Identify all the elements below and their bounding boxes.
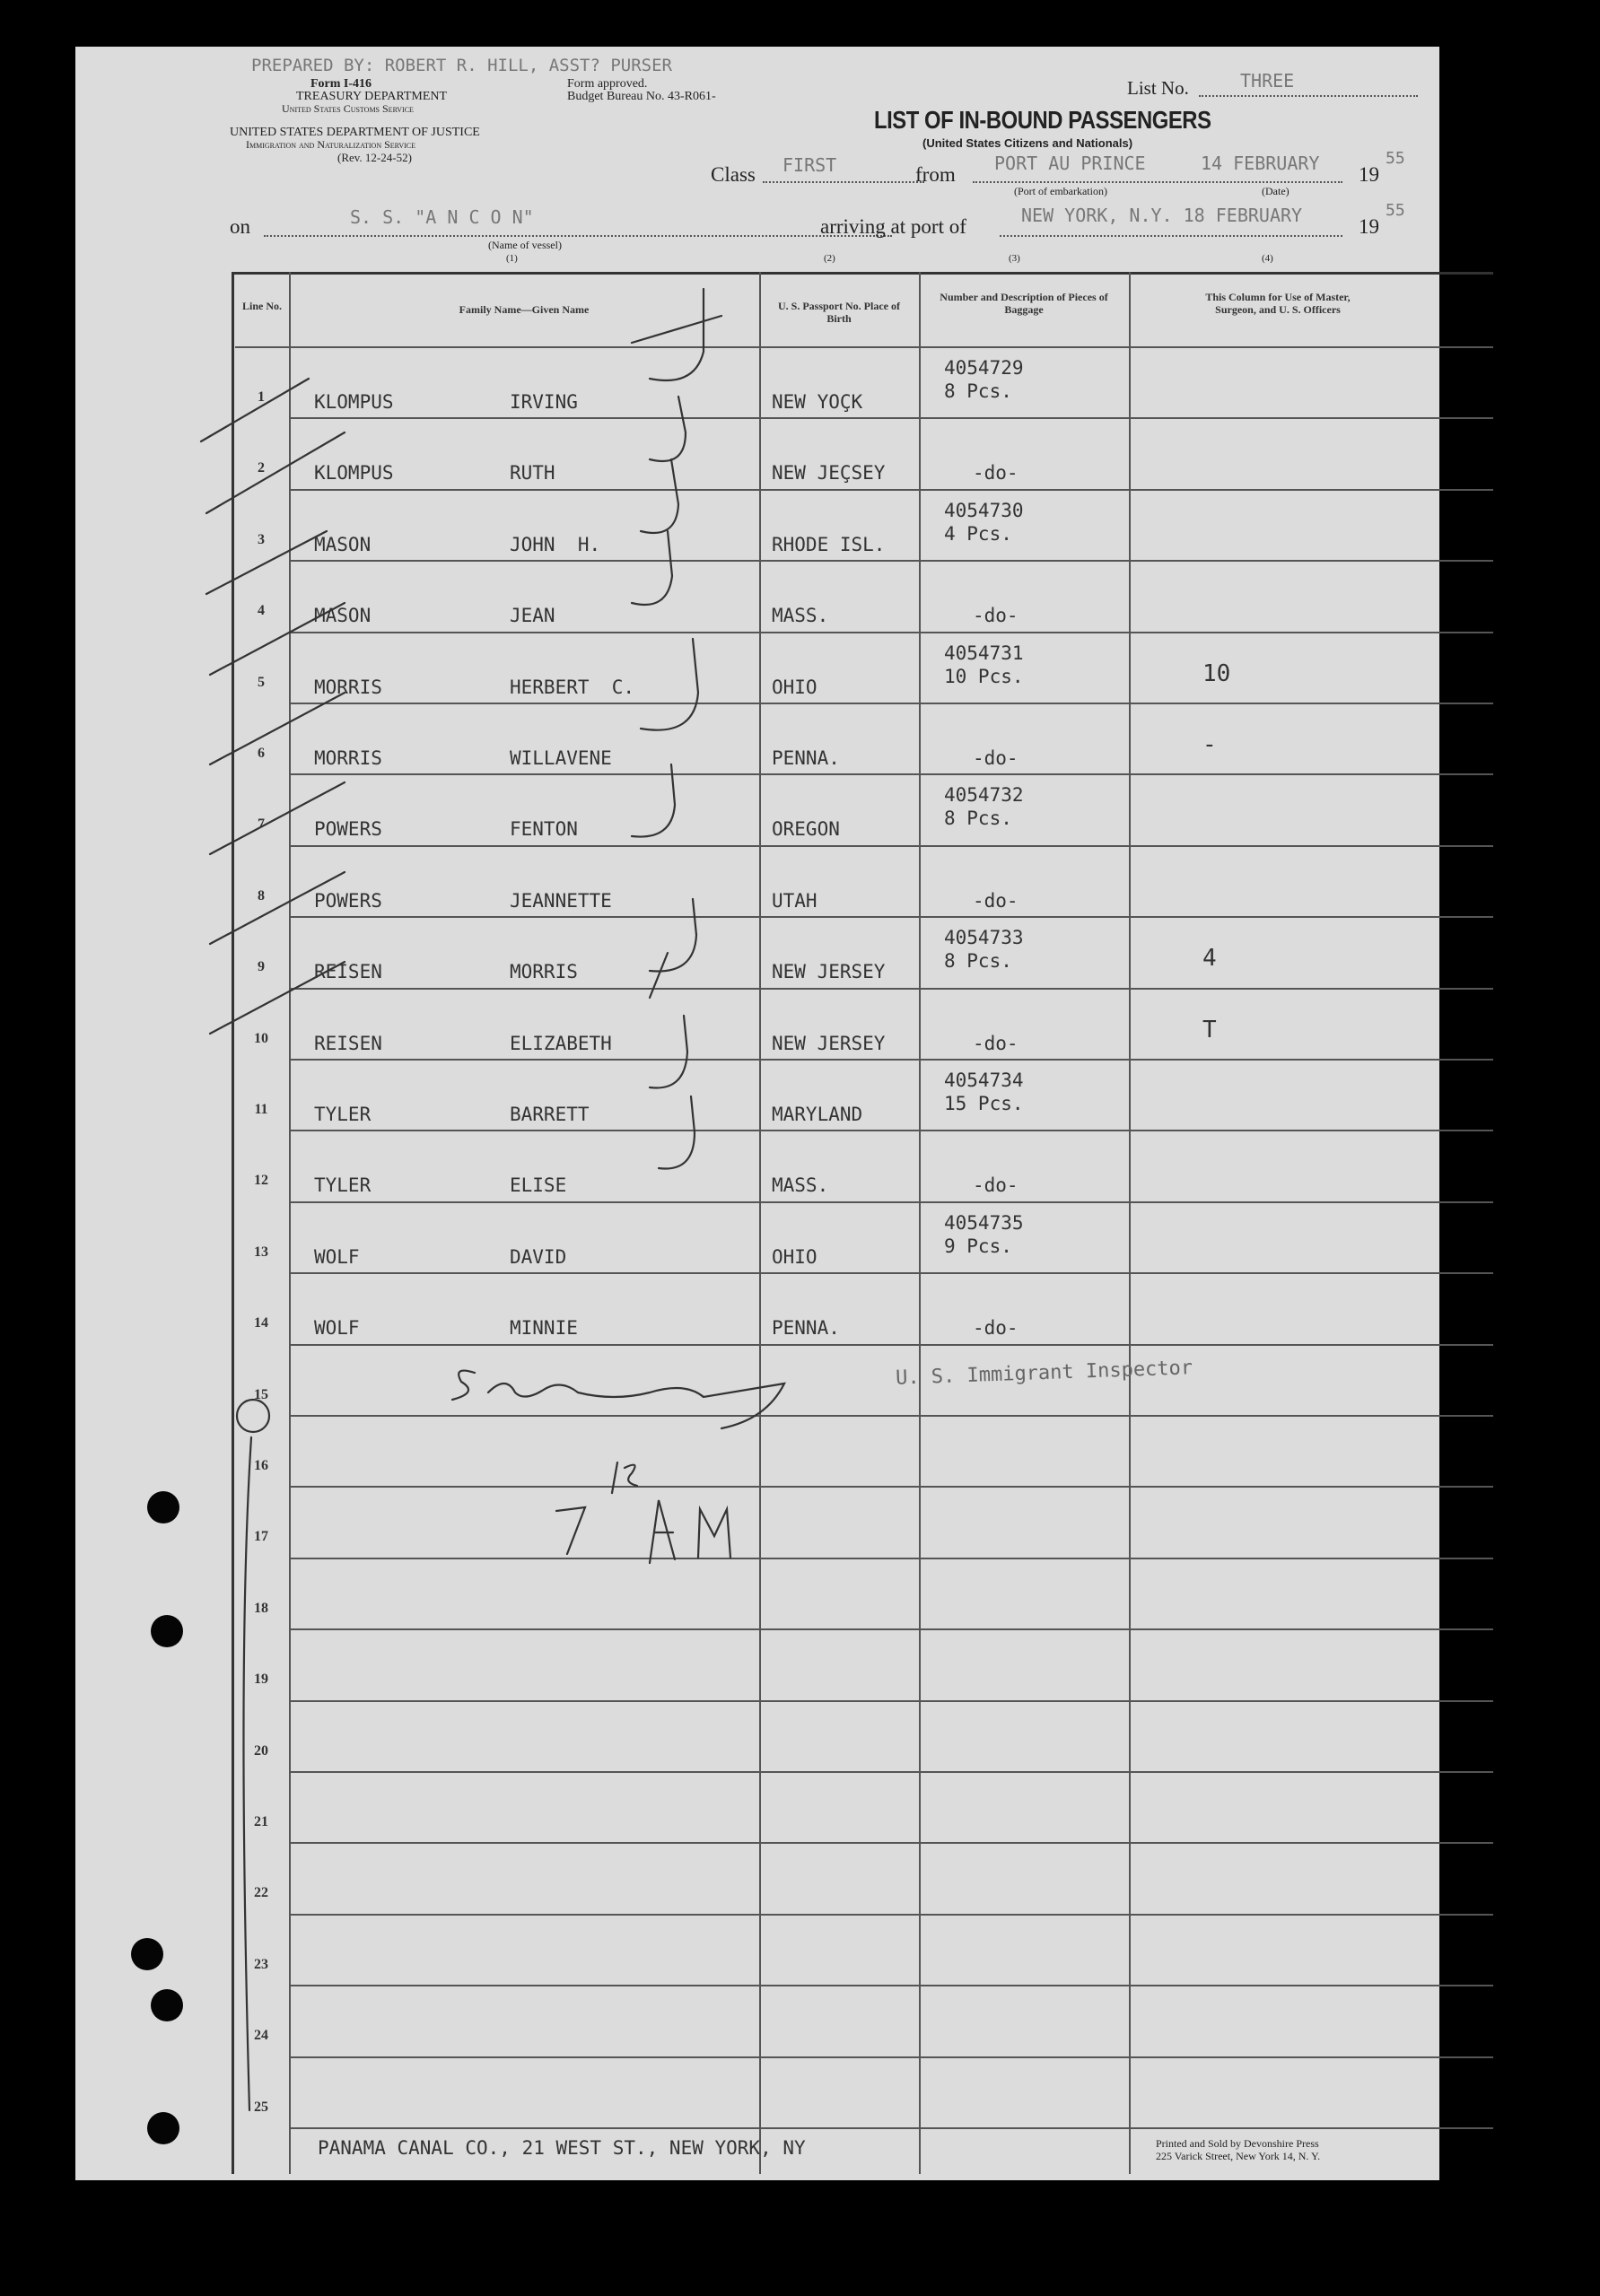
from-label: from — [915, 163, 956, 186]
immigration-service: Immigration and Naturalization Service — [246, 138, 416, 151]
line-number: 9 — [258, 959, 265, 974]
budget-bureau: Budget Bureau No. 43-R061- — [567, 90, 716, 103]
given-name: JOHN H. — [510, 534, 601, 555]
header-officers: This Column for Use of Master, Surgeon, and U. S. Officers — [1205, 291, 1351, 316]
place-of-birth: OHIO — [772, 677, 817, 698]
given-name: JEAN — [510, 605, 555, 626]
place-of-birth: PENNA. — [772, 747, 840, 769]
place-of-birth: NEW JEÇSEY — [772, 462, 886, 484]
line-number: 7 — [258, 816, 265, 832]
line-number: 11 — [254, 1102, 268, 1117]
departure-year: 55 — [1386, 149, 1405, 168]
baggage-ticket: 4054730 — [944, 500, 1024, 521]
printer-line-1: Printed and Sold by Devonshire Press — [1156, 2137, 1319, 2150]
given-name: DAVID — [510, 1246, 567, 1268]
baggage-ticket: 4054731 — [944, 642, 1024, 664]
baggage-ticket: 4054735 — [944, 1212, 1024, 1234]
form-title: LIST OF IN-BOUND PASSENGERS — [874, 106, 1211, 134]
punch-hole — [147, 2112, 179, 2144]
line-number: 18 — [254, 1601, 268, 1616]
baggage-pieces: -do- — [973, 890, 1019, 912]
row-rule — [289, 2127, 1493, 2129]
handwriting-marks — [75, 47, 1439, 2180]
row-rule — [289, 1272, 1493, 1274]
row-rule — [289, 489, 1493, 491]
row-rule — [289, 2056, 1493, 2058]
given-name: RUTH — [510, 462, 555, 484]
row-rule — [289, 560, 1493, 562]
officer-mark: T — [1202, 1017, 1217, 1043]
row-rule — [289, 1130, 1493, 1131]
officer-mark: 4 — [1202, 945, 1217, 972]
column-marker-3: (3) — [1009, 253, 1020, 264]
line-number: 3 — [258, 532, 265, 547]
port-of-embarkation: PORT AU PRINCE — [994, 153, 1146, 174]
baggage-ticket: 4054734 — [944, 1069, 1024, 1091]
given-name: ELISE — [510, 1174, 567, 1196]
row-rule — [289, 845, 1493, 847]
line-number: 21 — [254, 1814, 268, 1829]
given-name: JEANNETTE — [510, 890, 612, 912]
row-rule — [289, 1914, 1493, 1916]
line-number: 5 — [258, 675, 265, 690]
line-number: 8 — [258, 888, 265, 904]
baggage-pieces: 8 Pcs. — [944, 950, 1012, 972]
column-marker-2: (2) — [824, 253, 835, 264]
place-of-birth: PENNA. — [772, 1317, 840, 1339]
baggage-ticket: 4054733 — [944, 927, 1024, 948]
header-name: Family Name—Given Name — [459, 303, 590, 316]
family-name: WOLF — [314, 1317, 360, 1339]
row-rule — [289, 1985, 1493, 1986]
family-name: TYLER — [314, 1104, 372, 1125]
row-rule — [289, 1700, 1493, 1702]
inspector-stamp: U. S. Immigrant Inspector — [895, 1357, 1193, 1390]
family-name: POWERS — [314, 818, 382, 840]
treasury-department: TREASURY DEPARTMENT — [296, 90, 448, 103]
prepared-by: PREPARED BY: ROBERT R. HILL, ASST? PURSER — [251, 56, 672, 75]
manifest-page — [75, 47, 1439, 2180]
baggage-pieces: -do- — [973, 1033, 1019, 1054]
row-rule — [289, 1415, 1493, 1417]
form-subtitle: (United States Citizens and Nationals) — [922, 136, 1133, 150]
row-rule — [289, 916, 1493, 918]
given-name: ELIZABETH — [510, 1033, 612, 1054]
line-number: 10 — [254, 1031, 268, 1046]
row-rule — [289, 632, 1493, 633]
line-number: 6 — [258, 746, 265, 761]
baggage-pieces: 8 Pcs. — [944, 808, 1012, 829]
header-baggage: Number and Description of Pieces of Baggage — [940, 291, 1108, 316]
baggage-pieces: -do- — [973, 1317, 1019, 1339]
family-name: KLOMPUS — [314, 462, 394, 484]
line-number: 12 — [254, 1173, 268, 1188]
family-name: MASON — [314, 605, 372, 626]
arriving-label: arriving at port of — [820, 215, 966, 238]
footer-company: PANAMA CANAL CO., 21 WEST ST., NEW YORK, NY — [318, 2137, 806, 2159]
given-name: FENTON — [510, 818, 578, 840]
line-number: 20 — [254, 1743, 268, 1759]
family-name: MORRIS — [314, 747, 382, 769]
line-number: 15 — [254, 1387, 268, 1402]
baggage-ticket: 4054729 — [944, 357, 1024, 379]
class-label: Class — [711, 163, 756, 186]
family-name: TYLER — [314, 1174, 372, 1196]
row-rule — [289, 988, 1493, 990]
form-revision: (Rev. 12-24-52) — [337, 151, 412, 164]
baggage-pieces: 10 Pcs. — [944, 666, 1024, 687]
place-of-birth: OHIO — [772, 1246, 817, 1268]
vessel-name: S. S. "A N C O N" — [350, 206, 534, 228]
family-name: KLOMPUS — [314, 391, 394, 413]
printer-line-2: 225 Varick Street, New York 14, N. Y. — [1156, 2150, 1321, 2162]
customs-service: United States Customs Service — [282, 102, 414, 115]
baggage-pieces: 9 Pcs. — [944, 1235, 1012, 1257]
baggage-pieces: -do- — [973, 605, 1019, 626]
row-rule — [289, 1842, 1493, 1844]
place-of-birth: MASS. — [772, 605, 829, 626]
row-rule — [289, 417, 1493, 419]
department-of-justice: UNITED STATES DEPARTMENT OF JUSTICE — [230, 126, 480, 139]
line-number: 17 — [254, 1529, 268, 1544]
row-rule — [289, 1344, 1493, 1346]
on-label: on — [230, 215, 250, 238]
list-no-value: THREE — [1240, 70, 1295, 92]
line-number: 1 — [258, 389, 265, 405]
baggage-ticket: 4054732 — [944, 784, 1024, 806]
place-of-birth: MARYLAND — [772, 1104, 863, 1125]
baggage-pieces: -do- — [973, 462, 1019, 484]
baggage-pieces: -do- — [973, 1174, 1019, 1196]
year-prefix-2: 19 — [1359, 215, 1379, 238]
row-rule — [289, 1201, 1493, 1203]
date-caption: (Date) — [1262, 185, 1290, 197]
row-rule — [289, 1558, 1493, 1559]
given-name: WILLAVENE — [510, 747, 612, 769]
given-name: IRVING — [510, 391, 578, 413]
line-number: 23 — [254, 1957, 268, 1972]
row-rule — [289, 1771, 1493, 1773]
line-number: 25 — [254, 2100, 268, 2115]
baggage-pieces: 8 Pcs. — [944, 380, 1012, 402]
line-number: 24 — [254, 2028, 268, 2043]
baggage-pieces: 15 Pcs. — [944, 1093, 1024, 1114]
place-of-birth: NEW JERSEY — [772, 1033, 886, 1054]
punch-hole — [151, 1989, 183, 2021]
family-name: WOLF — [314, 1246, 360, 1268]
baggage-pieces: -do- — [973, 747, 1019, 769]
officer-mark: 10 — [1202, 660, 1231, 687]
arrival-year: 55 — [1386, 201, 1405, 220]
line-number: 14 — [254, 1315, 268, 1331]
form-number: Form I-416 — [310, 77, 372, 91]
given-name: HERBERT C. — [510, 677, 635, 698]
baggage-pieces: 4 Pcs. — [944, 523, 1012, 545]
port-caption: (Port of embarkation) — [1014, 185, 1107, 197]
arrival-port-date: NEW YORK, N.Y. 18 FEBRUARY — [1021, 205, 1303, 226]
place-of-birth: RHODE ISL. — [772, 534, 886, 555]
family-name: MASON — [314, 534, 372, 555]
family-name: REISEN — [314, 961, 382, 982]
family-name: REISEN — [314, 1033, 382, 1054]
line-number: 2 — [258, 460, 265, 476]
place-of-birth: NEW JERSEY — [772, 961, 886, 982]
column-marker-4: (4) — [1262, 253, 1273, 264]
year-prefix: 19 — [1359, 163, 1379, 186]
class-value: FIRST — [783, 154, 837, 176]
line-number: 19 — [254, 1672, 268, 1687]
line-number: 16 — [254, 1458, 268, 1473]
punch-hole — [131, 1938, 163, 1970]
table-border-left — [232, 272, 234, 2174]
row-rule — [289, 1628, 1493, 1630]
line-number: 4 — [258, 603, 265, 618]
officer-mark: - — [1202, 731, 1217, 758]
place-of-birth: MASS. — [772, 1174, 829, 1196]
family-name: POWERS — [314, 890, 382, 912]
departure-date: 14 FEBRUARY — [1201, 153, 1320, 174]
place-of-birth: NEW YOÇK — [772, 391, 863, 413]
line-number: 13 — [254, 1244, 268, 1260]
form-approved: Form approved. — [567, 77, 648, 91]
header-line-no: Line No. — [242, 300, 283, 312]
place-of-birth: UTAH — [772, 890, 817, 912]
row-rule — [289, 773, 1493, 775]
given-name: BARRETT — [510, 1104, 590, 1125]
row-rule — [289, 1486, 1493, 1488]
header-passport: U. S. Passport No. Place of Birth — [778, 300, 900, 325]
list-no-label: List No. — [1127, 77, 1189, 99]
column-marker-1: (1) — [506, 253, 518, 264]
row-rule — [289, 703, 1493, 704]
punch-hole — [147, 1491, 179, 1523]
place-of-birth: OREGON — [772, 818, 840, 840]
given-name: MORRIS — [510, 961, 578, 982]
given-name: MINNIE — [510, 1317, 578, 1339]
punch-hole — [151, 1615, 183, 1647]
line-number: 22 — [254, 1885, 268, 1900]
family-name: MORRIS — [314, 677, 382, 698]
vessel-caption: (Name of vessel) — [488, 239, 562, 251]
row-rule — [289, 1059, 1493, 1061]
